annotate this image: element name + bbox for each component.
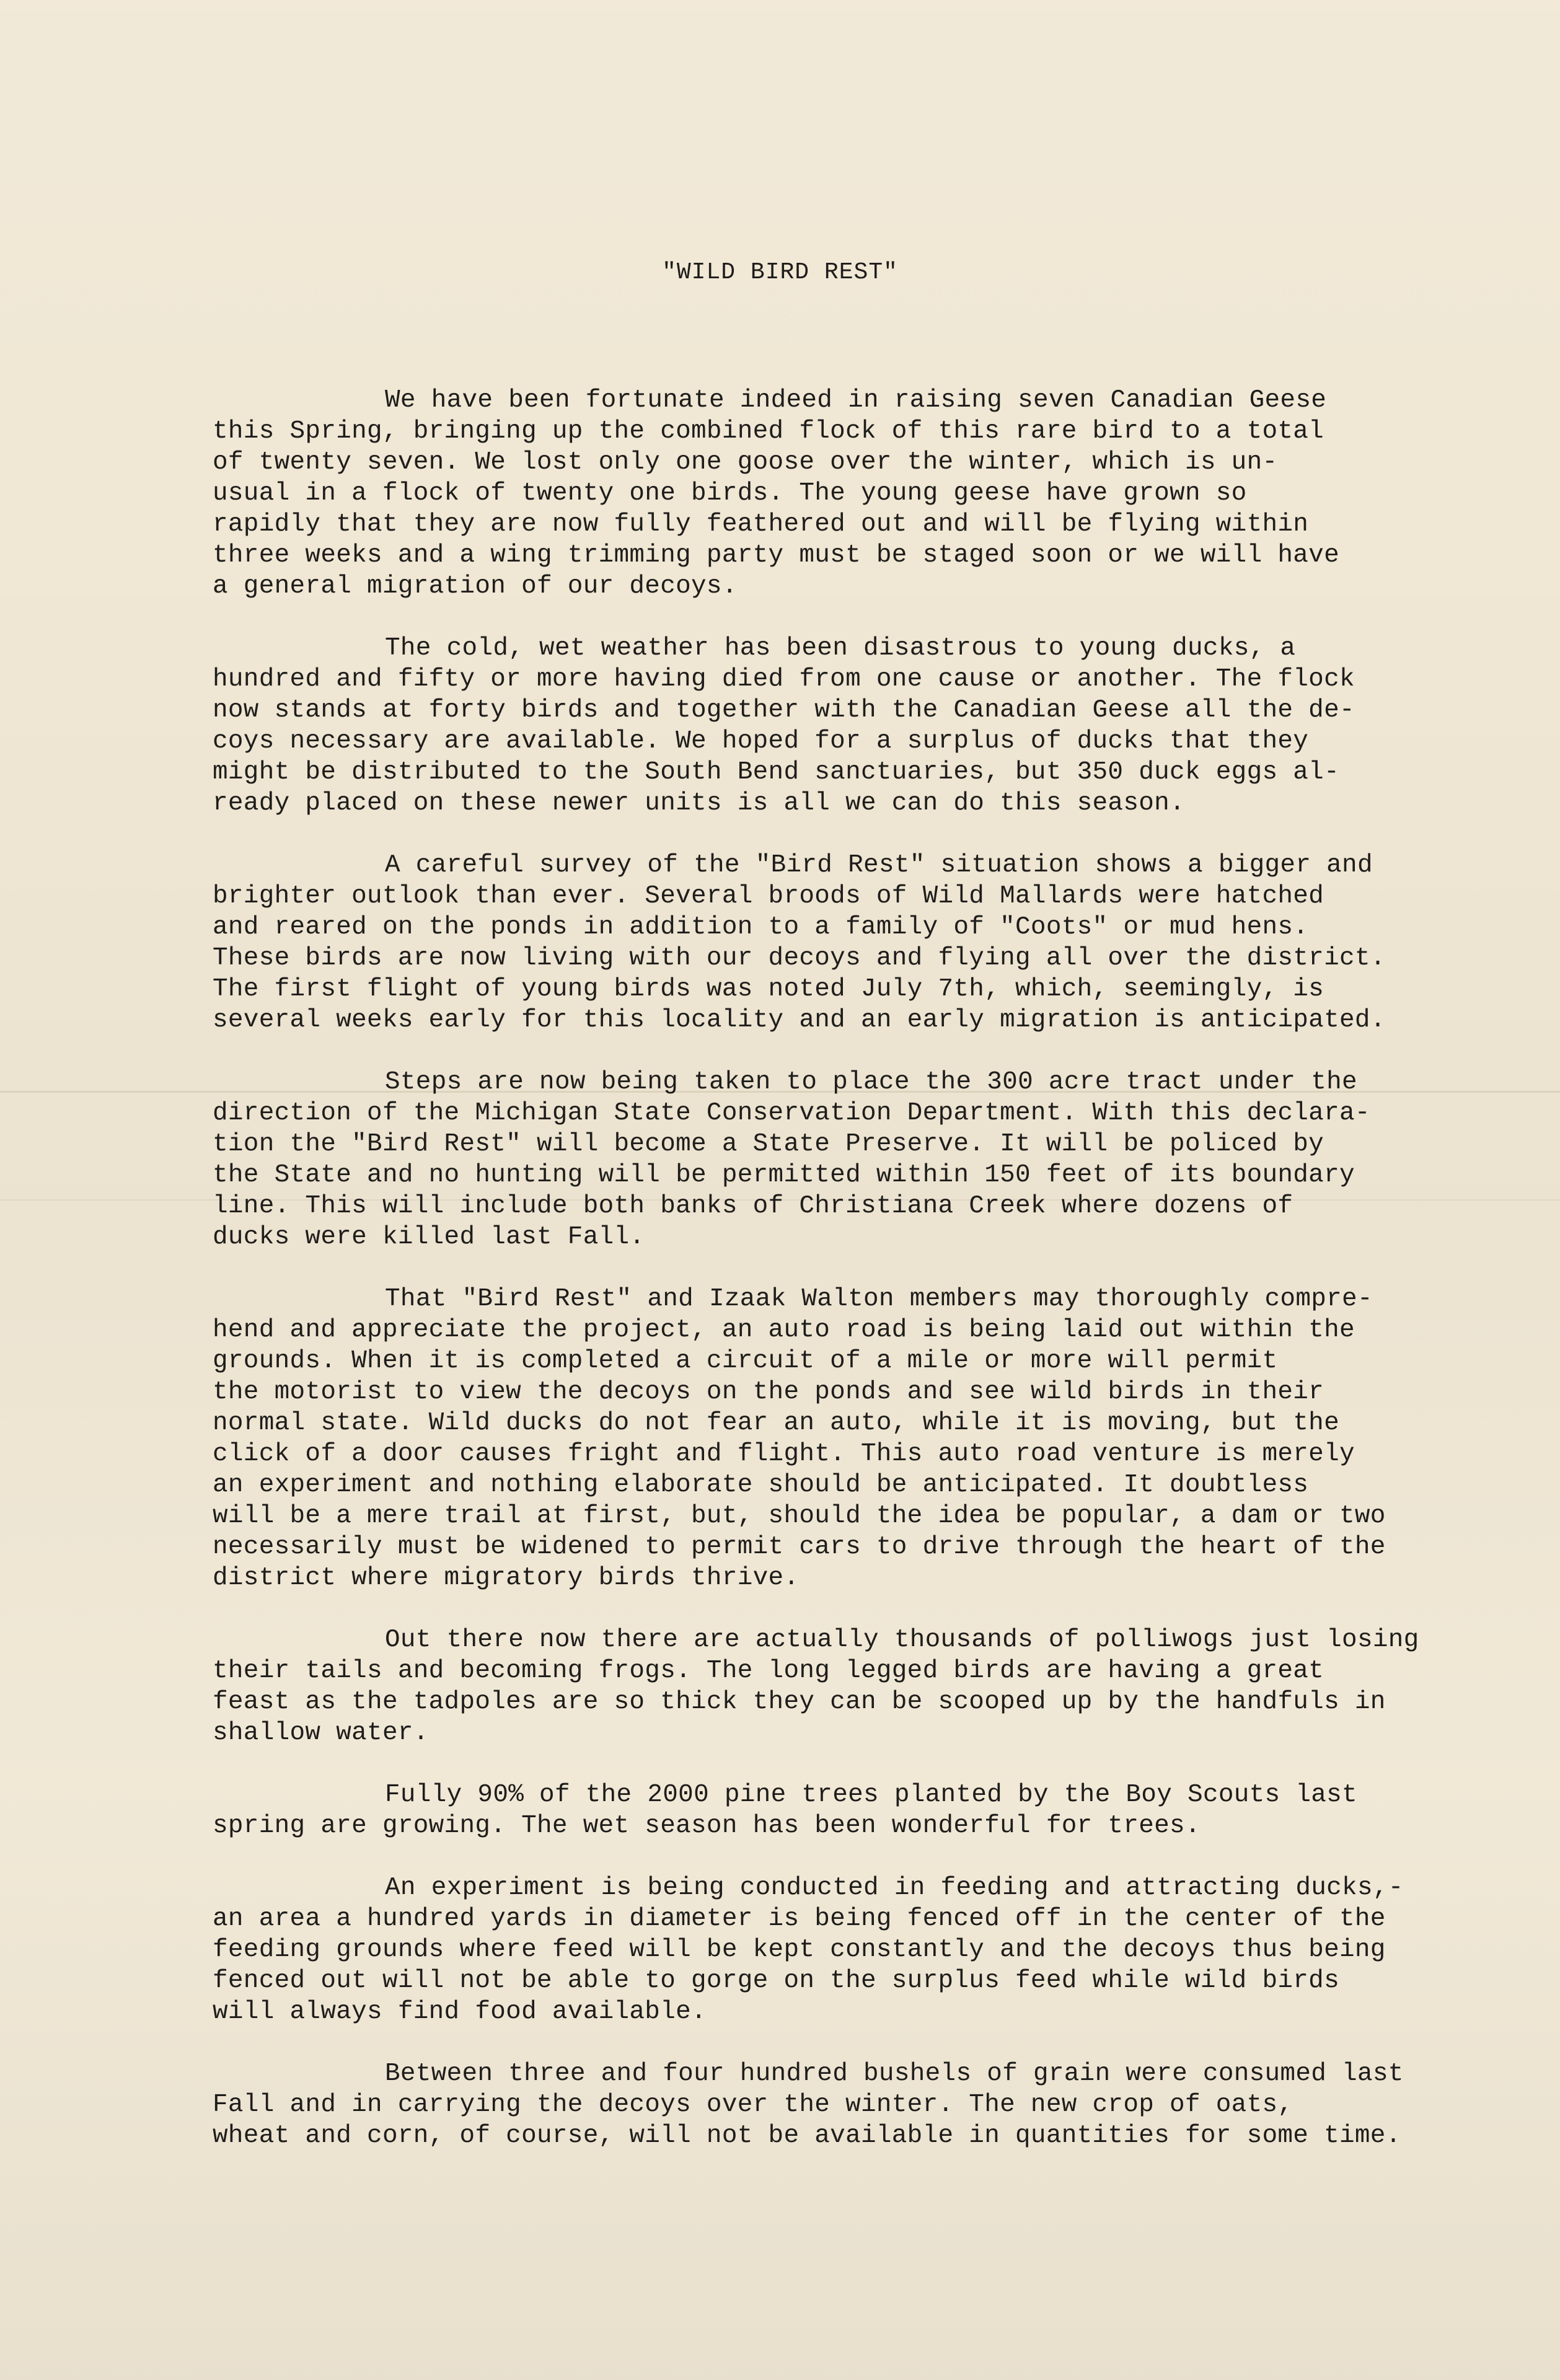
text-line: will be a mere trail at first, but, should the idea be popular, a dam or two — [213, 1502, 1386, 1530]
text-line: will always find food available. — [213, 1998, 707, 2026]
paragraph-pine-trees — [213, 1779, 1357, 1841]
text-line: tion the "Bird Rest" will become a State Preserve. It will be policed by — [213, 1130, 1324, 1158]
text-line: three weeks and a wing trimming party must be staged soon or we will have — [213, 541, 1339, 570]
text-line: direction of the Michigan State Conservation Department. With this declara- — [213, 1099, 1370, 1127]
paragraph-grain — [213, 2058, 1404, 2151]
text-line: shallow water. — [213, 1719, 429, 1747]
text-line: of twenty seven. We lost only one goose over the winter, which is un- — [213, 448, 1278, 477]
text-line: click of a door causes fright and flight. This auto road venture is merely — [213, 1440, 1355, 1468]
text-line: brighter outlook than ever. Several broods of Wild Mallards were hatched — [213, 882, 1324, 910]
text-line: their tails and becoming frogs. The long legged birds are having a great — [213, 1657, 1324, 1685]
text-line: Between three and four hundred bushels of grain were consumed last — [385, 2060, 1404, 2088]
text-line: The first flight of young birds was noted July 7th, which, seemingly, is — [213, 975, 1324, 1003]
text-line: line. This will include both banks of Christiana Creek where dozens of — [213, 1192, 1293, 1220]
text-line: usual in a flock of twenty one birds. The young geese have grown so — [213, 479, 1247, 508]
text-line: district where migratory birds thrive. — [213, 1564, 800, 1592]
text-line: These birds are now living with our decoys and flying all over the district. — [213, 944, 1386, 972]
text-line: and reared on the ponds in addition to a family of "Coots" or mud hens. — [213, 913, 1309, 941]
text-line: an area a hundred yards in diameter is being fenced off in the center of the — [213, 1905, 1386, 1933]
text-line: grounds. When it is completed a circuit of a mile or more will permit — [213, 1347, 1278, 1375]
text-line: Fully 90% of the 2000 pine trees planted by the Boy Scouts last — [385, 1781, 1357, 1809]
text-line: A careful survey of the "Bird Rest" situation shows a bigger and — [385, 851, 1373, 879]
text-line: We have been fortunate indeed in raising seven Canadian Geese — [385, 386, 1327, 415]
text-line: wheat and corn, of course, will not be available in quantities for some time. — [213, 2122, 1401, 2150]
text-line: Fall and in carrying the decoys over the winter. The new crop of oats, — [213, 2091, 1293, 2119]
text-line: Steps are now being taken to place the 300 acre tract under the — [385, 1068, 1357, 1096]
text-line: hundred and fifty or more having died from one cause or another. The flock — [213, 665, 1355, 694]
text-line: an experiment and nothing elaborate should be anticipated. It doubtless — [213, 1471, 1309, 1499]
text-line: the State and no hunting will be permitted within 150 feet of its boundary — [213, 1161, 1355, 1189]
text-line: That "Bird Rest" and Izaak Walton members may thoroughly compre- — [385, 1285, 1373, 1313]
text-line: several weeks early for this locality and an early migration is anticipated. — [213, 1006, 1386, 1034]
paragraph-auto-road — [213, 1284, 1386, 1593]
text-line: ducks were killed last Fall. — [213, 1223, 645, 1251]
text-line: this Spring, bringing up the combined flock of this rare bird to a total — [213, 417, 1324, 446]
text-line: rapidly that they are now fully feathered out and will be flying within — [213, 510, 1309, 539]
paragraph-polliwogs — [213, 1624, 1419, 1748]
text-line: necessarily must be widened to permit cars to drive through the heart of the — [213, 1533, 1386, 1561]
text-line: spring are growing. The wet season has been wonderful for trees. — [213, 1812, 1201, 1840]
paragraph-feeding-experiment — [213, 1872, 1404, 2027]
paragraph-canadian-geese — [213, 385, 1339, 602]
paragraph-survey — [213, 850, 1386, 1036]
paragraph-state-preserve — [213, 1067, 1370, 1253]
document-title: "WILD BIRD REST" — [662, 259, 898, 286]
text-line: The cold, wet weather has been disastrous to young ducks, a — [385, 634, 1296, 663]
text-line: might be distributed to the South Bend sanctuaries, but 350 duck eggs al- — [213, 758, 1339, 787]
text-line: fenced out will not be able to gorge on the surplus feed while wild birds — [213, 1967, 1339, 1995]
text-line: An experiment is being conducted in feeding and attracting ducks,- — [385, 1874, 1404, 1902]
text-line: feast as the tadpoles are so thick they can be scooped up by the handfuls in — [213, 1688, 1386, 1716]
paragraph-wet-weather — [213, 633, 1355, 819]
text-line: now stands at forty birds and together with the Canadian Geese all the de- — [213, 696, 1355, 725]
text-line: the motorist to view the decoys on the ponds and see wild birds in their — [213, 1378, 1324, 1406]
text-line: Out there now there are actually thousands of polliwogs just losing — [385, 1626, 1419, 1654]
text-line: ready placed on these newer units is all we can do this season. — [213, 789, 1185, 818]
text-line: coys necessary are available. We hoped for a surplus of ducks that they — [213, 727, 1309, 756]
text-line: hend and appreciate the project, an auto road is being laid out within the — [213, 1316, 1355, 1344]
text-line: feeding grounds where feed will be kept constantly and the decoys thus being — [213, 1936, 1386, 1964]
text-line: a general migration of our decoys. — [213, 572, 738, 601]
text-line: normal state. Wild ducks do not fear an auto, while it is moving, but the — [213, 1409, 1339, 1437]
